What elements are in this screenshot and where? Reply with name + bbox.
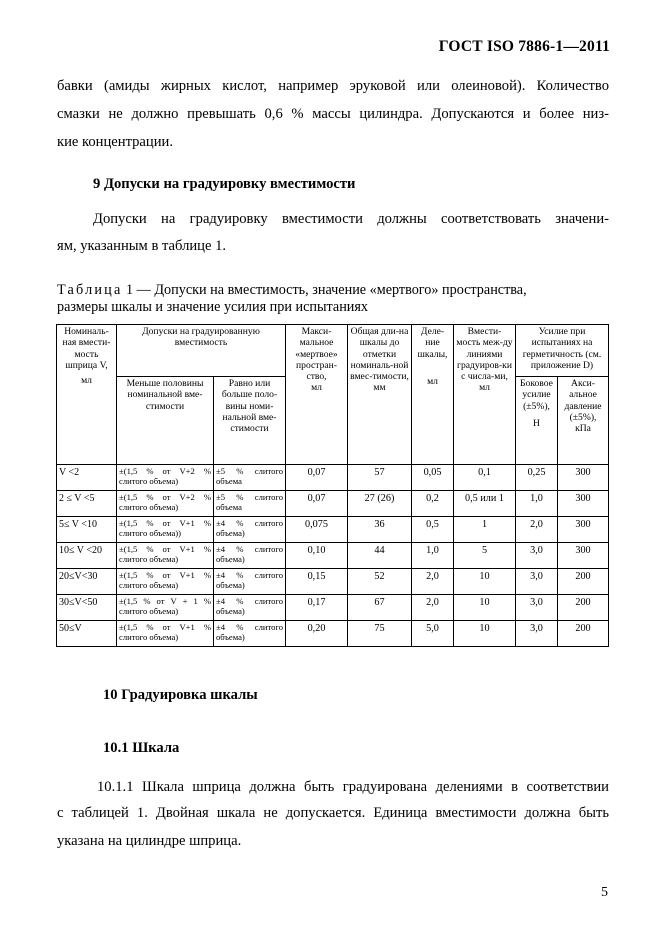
- header-side-force: [516, 377, 558, 465]
- cell-axial-pressure: 200: [558, 569, 609, 595]
- table-row: [57, 517, 609, 543]
- table-row: [57, 543, 609, 569]
- cell-capacity-between: 1: [454, 517, 516, 543]
- cell-capacity-between: 0,5 или 1: [454, 491, 516, 517]
- header-scale-length-unit: мм: [373, 382, 386, 394]
- cell-tolerance-less-half: ±(1,5 % от V+2 % слитого объема): [117, 491, 214, 517]
- cell-capacity-between: 5: [454, 543, 516, 569]
- header-scale-length-label: Общая дли-на шкалы до отметки номиналь-ной вмес-тимости,: [350, 326, 409, 383]
- cell-axial-pressure: 300: [558, 517, 609, 543]
- cell-scale-length: 57: [348, 465, 412, 491]
- header-capacity-between-lines: [454, 325, 516, 465]
- table-row: [57, 465, 609, 491]
- cell-division: 0,05: [412, 465, 454, 491]
- cell-division: 2,0: [412, 569, 454, 595]
- section-10-text-line-1: 10.1.1 Шкала шприца должна быть градуирована делениями в соответствии: [97, 779, 609, 795]
- section-10-text-line-2: с таблицей 1. Двойная шкала не допускается. Единица вместимости должна быть: [57, 805, 609, 821]
- cell-dead-space: 0,07: [286, 491, 348, 517]
- cell-capacity-between: 10: [454, 595, 516, 621]
- cell-tolerance-less-half: ±(1,5 % от V+1 % слитого объема): [117, 543, 214, 569]
- cell-tolerance-more-half: ±4 % слитого объема): [214, 595, 286, 621]
- cell-nominal: 50≤V: [57, 621, 117, 647]
- table-row: [57, 491, 609, 517]
- tolerance-table: [56, 324, 609, 647]
- cell-division: 0,5: [412, 517, 454, 543]
- table-row: [57, 621, 609, 647]
- cell-tolerance-less-half: ±(1,5 % от V+1 % слитого объема): [117, 569, 214, 595]
- cell-dead-space: 0,17: [286, 595, 348, 621]
- cell-tolerance-more-half: ±5 % слитого объема: [214, 465, 286, 491]
- header-capacity-between-lines-unit: мл: [479, 382, 490, 394]
- header-side-force-label: Боковое усилие (±5%),: [520, 378, 553, 412]
- header-nominal-capacity-unit: мл: [81, 375, 92, 387]
- header-nominal-capacity-label: Номиналь-ная вмести-мость шприца V,: [62, 326, 111, 371]
- header-axial-pressure: [558, 377, 609, 465]
- intro-line-3: кие концентрации.: [57, 134, 173, 150]
- section-9-text-line-1: Допуски на градуировку вместимости должны соответствовать значени-: [93, 211, 609, 227]
- header-dead-space-label: Макси-мальное «мертвое» простран-ство,: [295, 326, 338, 383]
- cell-division: 5,0: [412, 621, 454, 647]
- cell-scale-length: 75: [348, 621, 412, 647]
- header-axial-pressure-label: Акси-альное давление (±5%),: [564, 378, 602, 423]
- cell-axial-pressure: 300: [558, 465, 609, 491]
- cell-axial-pressure: 300: [558, 491, 609, 517]
- cell-tolerance-more-half: ±4 % слитого объема): [214, 517, 286, 543]
- cell-tolerance-more-half: ±5 % слитого объема: [214, 491, 286, 517]
- header-capacity-between-lines-label: Вмести-мость меж-ду линиями градуиров-ки с числа-ми,: [456, 326, 513, 383]
- cell-capacity-between: 10: [454, 569, 516, 595]
- cell-scale-length: 52: [348, 569, 412, 595]
- cell-capacity-between: 0,1: [454, 465, 516, 491]
- cell-scale-length: 44: [348, 543, 412, 569]
- cell-axial-pressure: 200: [558, 595, 609, 621]
- cell-nominal: 20≤V<30: [57, 569, 117, 595]
- header-force-group: Усилие при испытаниях на герметичность (см. приложение D): [516, 325, 609, 377]
- cell-dead-space: 0,10: [286, 543, 348, 569]
- header-dead-space-unit: мл: [311, 382, 322, 394]
- cell-side-force: 3,0: [516, 595, 558, 621]
- cell-tolerance-less-half: ±(1,5 % от V+2 % слитого объема): [117, 465, 214, 491]
- header-tolerance-less-half: Меньше половины номинальной вме-стимости: [117, 377, 214, 465]
- section-10-title: 10 Градуировка шкалы: [103, 687, 258, 703]
- cell-dead-space: 0,20: [286, 621, 348, 647]
- cell-tolerance-less-half: ±(1,5 % от V + 1 % слитого объема): [117, 595, 214, 621]
- header-scale-length: [348, 325, 412, 465]
- cell-division: 0,2: [412, 491, 454, 517]
- cell-tolerance-more-half: ±4 % слитого объема): [214, 543, 286, 569]
- cell-nominal: 5≤ V <10: [57, 517, 117, 543]
- header-side-force-unit: Н: [533, 417, 540, 429]
- page-number: 5: [601, 885, 608, 900]
- cell-side-force: 3,0: [516, 621, 558, 647]
- header-dead-space: [286, 325, 348, 465]
- cell-axial-pressure: 200: [558, 621, 609, 647]
- intro-line-2: смазки не должно превышать 0,6 % массы цилиндра. Допускаются и более низ-: [57, 106, 609, 122]
- cell-nominal: 2 ≤ V <5: [57, 491, 117, 517]
- header-axial-pressure-unit: кПа: [575, 423, 591, 435]
- cell-dead-space: 0,15: [286, 569, 348, 595]
- cell-dead-space: 0,075: [286, 517, 348, 543]
- cell-nominal: V <2: [57, 465, 117, 491]
- table-caption-line-2: размеры шкалы и значение усилия при испытаниях: [57, 299, 368, 315]
- cell-nominal: 10≤ V <20: [57, 543, 117, 569]
- cell-side-force: 3,0: [516, 569, 558, 595]
- cell-axial-pressure: 300: [558, 543, 609, 569]
- cell-capacity-between: 10: [454, 621, 516, 647]
- cell-side-force: 2,0: [516, 517, 558, 543]
- cell-scale-length: 36: [348, 517, 412, 543]
- table-caption-line-1: [57, 281, 527, 299]
- cell-tolerance-more-half: ±4 % слитого объема): [214, 621, 286, 647]
- cell-tolerance-less-half: ±(1,5 % от V+1 % слитого объема): [117, 621, 214, 647]
- header-tolerance-more-half: Равно или больше поло-вины номи-нальной вме-стимости: [214, 377, 286, 465]
- section-9-title: 9 Допуски на градуировку вместимости: [93, 176, 356, 192]
- table-caption-text: 1 — Допуски на вместимость, значение «мертвого» пространства,: [122, 282, 527, 298]
- cell-side-force: 1,0: [516, 491, 558, 517]
- cell-division: 2,0: [412, 595, 454, 621]
- cell-scale-length: 27 (26): [348, 491, 412, 517]
- section-9-text-line-2: ям, указанным в таблице 1.: [57, 238, 227, 254]
- header-division: [412, 325, 454, 465]
- cell-scale-length: 67: [348, 595, 412, 621]
- table-row: [57, 595, 609, 621]
- cell-division: 1,0: [412, 543, 454, 569]
- cell-tolerance-more-half: ±4 % слитого объема): [214, 569, 286, 595]
- table-caption-label: Таблица: [57, 282, 123, 298]
- section-10-1-title: 10.1 Шкала: [103, 740, 180, 756]
- table-row: [57, 569, 609, 595]
- cell-nominal: 30≤V<50: [57, 595, 117, 621]
- cell-tolerance-less-half: ±(1,5 % от V+1 % слитого объема)): [117, 517, 214, 543]
- header-tolerance-group: Допуски на градуированную вместимость: [117, 325, 286, 377]
- intro-line-1: бавки (амиды жирных кислот, например эруковой или олеиновой). Количество: [57, 78, 609, 94]
- cell-side-force: 0,25: [516, 465, 558, 491]
- header-division-unit: мл: [427, 375, 438, 387]
- cell-side-force: 3,0: [516, 543, 558, 569]
- header-division-label: Деле-ние шкалы,: [417, 326, 448, 360]
- cell-dead-space: 0,07: [286, 465, 348, 491]
- header-nominal-capacity: [57, 325, 117, 465]
- document-header: ГОСТ ISO 7886-1—2011: [438, 38, 610, 55]
- section-10-text-line-3: указана на цилиндре шприца.: [57, 833, 242, 849]
